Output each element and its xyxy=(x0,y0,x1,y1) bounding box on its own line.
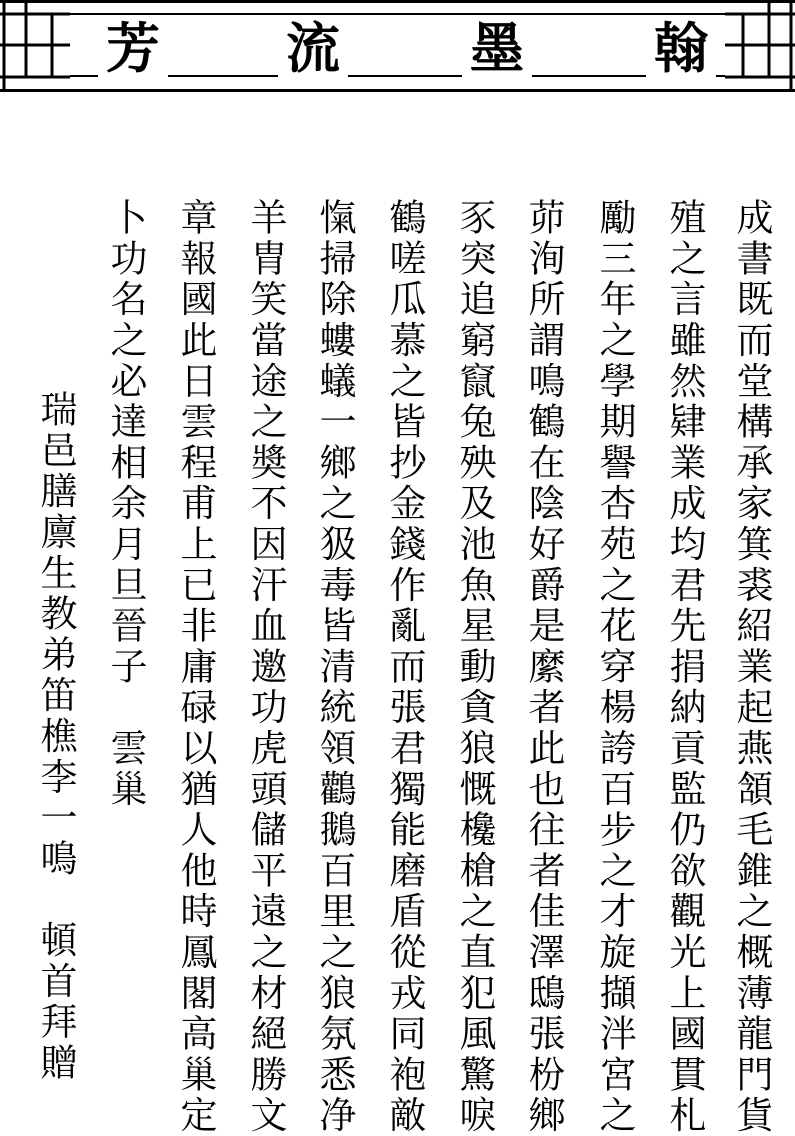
text-column-8: 羊胄笑當途之奬不因汗血邀功虎頭儲平遠之材絕勝文 xyxy=(244,198,287,1136)
text-column-7: 愾掃除螻蟻一鄉之𤜯毒皆清統領鸛鵝百里之狼氛悉净 xyxy=(313,198,356,1136)
text-column-9: 章報國此日雲程甫上已非庸碌以猶人他時鳳閣高巢定 xyxy=(174,198,217,1136)
text-column-1: 成書既而堂構承家箕裘紹業起燕頷毛錐之概薄龍門貨 xyxy=(730,198,773,1136)
title-char-1: 芳 xyxy=(98,17,168,79)
text-column-3: 勵三年之學期譽杏苑之花穿楊誇百步之才旋擷泮宮之 xyxy=(593,198,636,1136)
text-column-4: 茆洵所謂鳴鶴在陰好爵是縻者此也往者佳澤鴟張枌鄉 xyxy=(522,198,565,1136)
title-char-4: 翰 xyxy=(646,17,716,79)
signature-column: 瑞邑膳廪生教弟笛樵李一鳴 頓首拜贈 xyxy=(34,390,77,1084)
title-char-3: 墨 xyxy=(462,17,532,79)
text-column-10: 卜功名之必達相余月旦晉子 雲巢 xyxy=(104,198,147,810)
text-column-2: 殖之言雖然肄業成均君先捐納貢監仍欲觀光上國貫札 xyxy=(663,198,706,1136)
text-column-6: 鶴嗟瓜慕之皆抄金錢作亂而張君獨能磨盾從戎同袍敵 xyxy=(383,198,426,1136)
title-char-2: 流 xyxy=(278,17,348,79)
text-column-5: 豕突追窮竄兔殃及池魚星動貪狼慨欃槍之直犯風驚唳 xyxy=(453,198,496,1136)
